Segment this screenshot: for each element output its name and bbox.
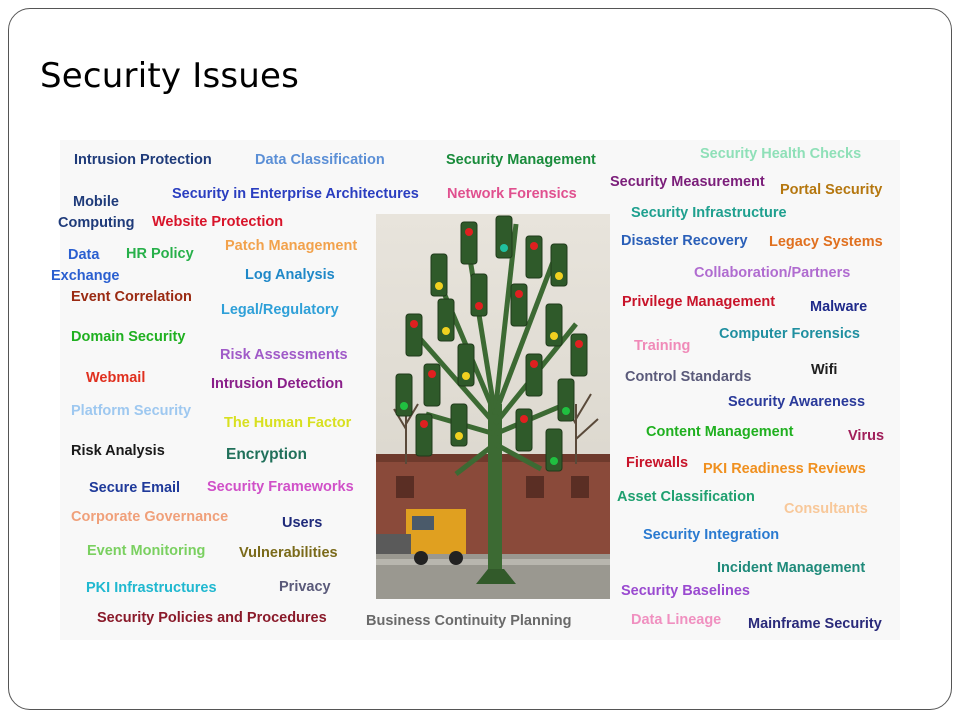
- term-data-lineage: Data Lineage: [631, 612, 722, 628]
- term-security-baselines: Security Baselines: [621, 583, 750, 599]
- term-risk-analysis: Risk Analysis: [71, 443, 165, 459]
- term-incident-management: Incident Management: [717, 560, 866, 576]
- term-consultants: Consultants: [784, 501, 868, 517]
- term-log-analysis: Log Analysis: [245, 267, 335, 283]
- term-network-forensics: Network Forensics: [447, 186, 577, 202]
- term-encryption: Encryption: [226, 446, 307, 463]
- term-malware: Malware: [810, 299, 868, 315]
- term-risk-assessments: Risk Assessments: [220, 347, 348, 363]
- term-security-measurement: Security Measurement: [610, 174, 765, 190]
- term-secure-email: Secure Email: [89, 480, 181, 496]
- term-security-policies-and-procedures: Security Policies and Procedures: [97, 610, 327, 626]
- term-training: Training: [634, 338, 691, 354]
- term-data-classification: Data Classification: [255, 152, 385, 168]
- term-domain-security: Domain Security: [71, 329, 186, 345]
- term-portal-security: Portal Security: [780, 182, 883, 198]
- slide-title: Security Issues: [40, 56, 300, 96]
- term-security-health-checks: Security Health Checks: [700, 146, 862, 162]
- term-vulnerabilities: Vulnerabilities: [239, 545, 338, 561]
- term-event-monitoring: Event Monitoring: [87, 543, 206, 559]
- term-legal-regulatory: Legal/Regulatory: [221, 302, 339, 318]
- traffic-light-tree-photo: [376, 214, 610, 599]
- term-security-frameworks: Security Frameworks: [207, 479, 354, 495]
- term-collaboration-partners: Collaboration/Partners: [694, 265, 851, 281]
- term-event-correlation: Event Correlation: [71, 289, 192, 305]
- term-hr-policy: HR Policy: [126, 246, 194, 262]
- term-intrusion-detection: Intrusion Detection: [211, 376, 344, 392]
- term-users: Users: [282, 515, 323, 531]
- term-business-continuity-planning: Business Continuity Planning: [366, 613, 572, 629]
- term-the-human-factor: The Human Factor: [224, 415, 352, 431]
- term-security-infrastructure: Security Infrastructure: [631, 205, 787, 221]
- term-security-management: Security Management: [446, 152, 596, 168]
- traffic-light-tree-illustration: [376, 214, 610, 599]
- term-control-standards: Control Standards: [625, 369, 752, 385]
- term-content-management: Content Management: [646, 424, 794, 440]
- term-pki-infrastructures: PKI Infrastructures: [86, 580, 217, 596]
- term-computer-forensics: Computer Forensics: [719, 326, 860, 342]
- term-corporate-governance: Corporate Governance: [71, 509, 229, 525]
- term-wifi: Wifi: [811, 362, 838, 378]
- term-platform-security: Platform Security: [71, 403, 192, 419]
- term-pki-readiness-reviews: PKI Readiness Reviews: [703, 461, 866, 477]
- term-privilege-management: Privilege Management: [622, 294, 776, 310]
- term-mobile: Mobile: [73, 194, 119, 210]
- term-data: Data: [68, 247, 100, 263]
- term-computing: Computing: [58, 215, 135, 231]
- term-security-integration: Security Integration: [643, 527, 780, 543]
- term-security-awareness: Security Awareness: [728, 394, 866, 410]
- term-firewalls: Firewalls: [626, 455, 689, 471]
- term-virus: Virus: [848, 428, 885, 444]
- term-legacy-systems: Legacy Systems: [769, 234, 883, 250]
- term-privacy: Privacy: [279, 579, 331, 595]
- term-patch-management: Patch Management: [225, 238, 358, 254]
- term-mainframe-security: Mainframe Security: [748, 616, 882, 632]
- term-exchange: Exchange: [51, 268, 120, 284]
- term-webmail: Webmail: [86, 370, 146, 386]
- term-disaster-recovery: Disaster Recovery: [621, 233, 748, 249]
- term-website-protection: Website Protection: [152, 214, 284, 230]
- term-intrusion-protection: Intrusion Protection: [74, 152, 212, 168]
- term-security-in-enterprise-architectures: Security in Enterprise Architectures: [172, 186, 419, 202]
- term-asset-classification: Asset Classification: [617, 489, 755, 505]
